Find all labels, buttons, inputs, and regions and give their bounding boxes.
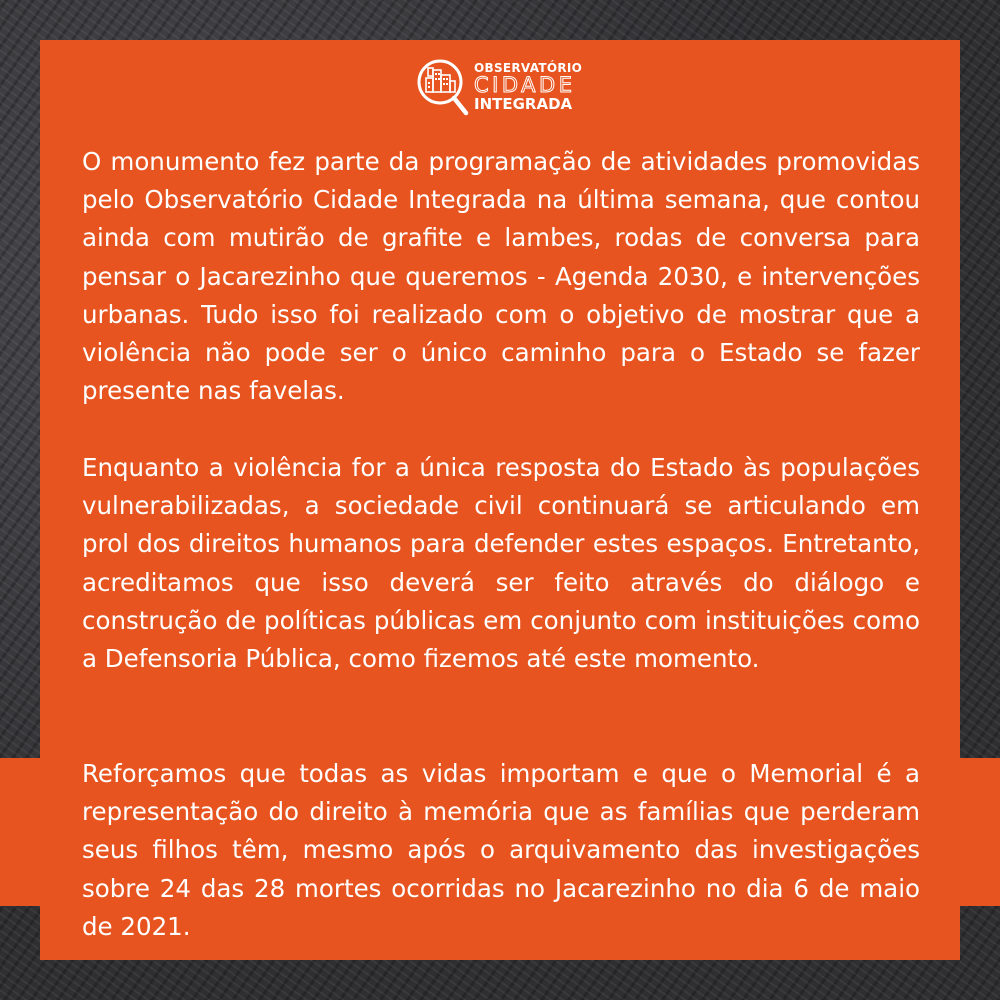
- observatorio-logo: [414, 55, 594, 119]
- logo-line-cidade: CIDADE: [474, 73, 576, 97]
- logo-line-observatorio: OBSERVATÓRIO: [474, 61, 583, 75]
- paragraph-violencia: Enquanto a violência for a única resposta do Estado às populações vulnerabilizadas, a sociedade civil continuará se articulando em prol dos direitos humanos para defender estes espaços. Entretanto, acreditamos que isso deverá ser feito através do diálogo e construção de políticas públicas em conjunto com instituições como a Defensoria Pública, como fizemos até este momento.: [82, 453, 920, 674]
- logo-line-integrada: INTEGRADA: [474, 95, 573, 113]
- magnifier-city-icon: [414, 56, 472, 118]
- paragraph-programacao: O monumento fez parte da programação de atividades promovidas pelo Observatório Cidade Integrada na última semana, que contou ainda com mutirão de grafite e lambes, rodas de conversa para pensar o Jacarezinho que queremos - Agenda 2030, e intervenções urbanas. Tudo isso foi realizado com o objetivo de mostrar que a violência não pode ser o único caminho para o Estado se fazer presente nas favelas.: [82, 147, 920, 406]
- paragraph-memorial: Reforçamos que todas as vidas importam e que o Memorial é a representação do direito à memória que as famílias que perderam seus filhos têm, mesmo após o arquivamento das investigações sobre 24 das 28 mortes ocorridas no Jacarezinho no dia 6 de maio de 2021.: [82, 759, 920, 941]
